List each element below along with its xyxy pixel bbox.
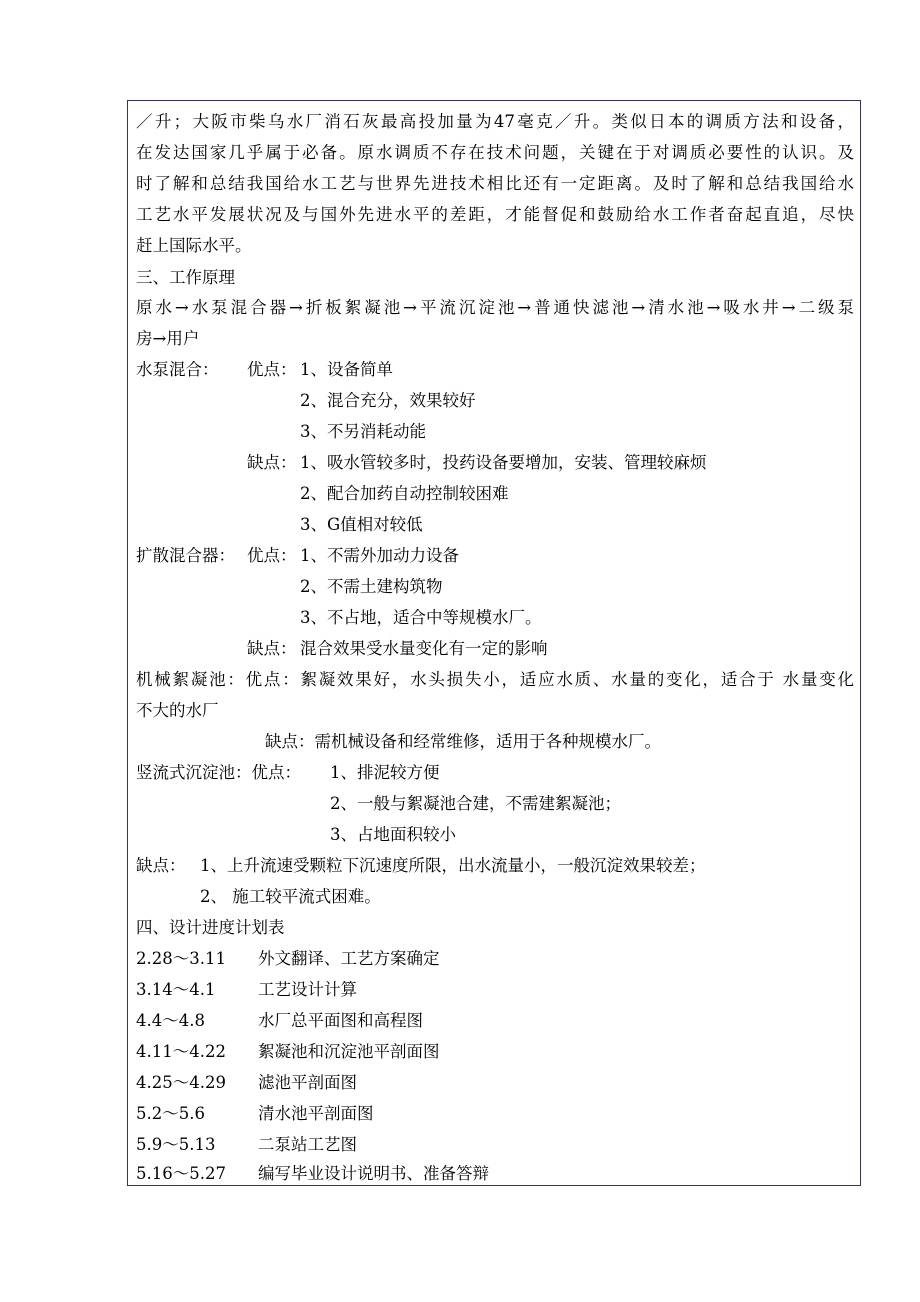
paragraph-line: 在发达国家几乎属于必备。原水调质不存在技术问题，关键在于对调质必要性的认识。及 — [136, 143, 854, 162]
schedule-date: 5.9～5.13 — [136, 1135, 216, 1154]
pros-label: 优点： — [247, 546, 297, 565]
pros-item: 3、不占地，适合中等规模水厂。 — [300, 608, 542, 627]
item-label: 扩散混合器： — [136, 546, 235, 565]
cons-item: 混合效果受水量变化有一定的影响 — [300, 639, 548, 658]
cons-item: 缺点：需机械设备和经常维修，适用于各种规模水厂。 — [265, 732, 661, 751]
pros-item: 2、不需土建构筑物 — [300, 577, 443, 596]
schedule-task: 编写毕业设计说明书、准备答辩 — [258, 1164, 489, 1183]
pros-item: 1、设备简单 — [300, 360, 393, 379]
cons-label: 缺点： — [247, 639, 297, 658]
schedule-date: 4.25～4.29 — [136, 1073, 226, 1092]
process-flow: 原水→水泵混合器→折板絮凝池→平流沉淀池→普通快滤池→清水池→吸水井→二级泵 — [136, 298, 854, 317]
schedule-date: 4.11～4.22 — [136, 1042, 226, 1061]
schedule-date: 4.4～4.8 — [136, 1011, 205, 1030]
cons-item: 3、G值相对较低 — [300, 515, 423, 534]
item-line: 不大的水厂 — [136, 701, 219, 720]
section-heading: 四、设计进度计划表 — [136, 918, 285, 937]
pros-label: 优点： — [247, 360, 297, 379]
pros-item: 1、排泥较方便 — [330, 763, 440, 782]
pros-item: 3、占地面积较小 — [330, 825, 456, 844]
schedule-task: 絮凝池和沉淀池平剖面图 — [258, 1042, 440, 1061]
schedule-task: 工艺设计计算 — [258, 980, 357, 999]
paragraph-line: 时了解和总结我国给水工艺与世界先进技术相比还有一定距离。及时了解和总结我国给水 — [136, 174, 854, 193]
schedule-date: 5.2～5.6 — [136, 1104, 205, 1123]
schedule-task: 水厂总平面图和高程图 — [258, 1011, 423, 1030]
item-label: 竖流式沉淀池：优点： — [136, 763, 301, 782]
schedule-task: 清水池平剖面图 — [258, 1104, 374, 1123]
schedule-task: 二泵站工艺图 — [258, 1135, 357, 1154]
paragraph-line: ／升；大阪市柴乌水厂消石灰最高投加量为47毫克／升。类似日本的调质方法和设备， — [136, 112, 854, 131]
schedule-task: 外文翻译、工艺方案确定 — [258, 949, 440, 968]
cons-item: 2、 施工较平流式困难。 — [200, 887, 381, 906]
paragraph-line: 工艺水平发展状况及与国外先进水平的差距，才能督促和鼓励给水工作者奋起直追，尽快 — [136, 205, 854, 224]
pros-item: 2、混合充分，效果较好 — [300, 391, 476, 410]
pros-item: 1、不需外加动力设备 — [300, 546, 459, 565]
paragraph-line: 赶上国际水平。 — [136, 236, 252, 255]
item-line: 机械絮凝池：优点：絮凝效果好，水头损失小，适应水质、水量的变化，适合于 水量变化 — [136, 670, 854, 689]
schedule-date: 3.14～4.1 — [136, 980, 216, 999]
schedule-task: 滤池平剖面图 — [258, 1073, 357, 1092]
cons-label: 缺点： — [247, 453, 297, 472]
cons-item: 1、吸水管较多时，投药设备要增加，安装、管理较麻烦 — [300, 453, 707, 472]
cons-item: 2、配合加药自动控制较困难 — [300, 484, 509, 503]
cons-label: 缺点： — [136, 856, 186, 875]
section-heading: 三、工作原理 — [136, 268, 235, 287]
cons-item: 1、上升流速受颗粒下沉速度所限，出水流量小，一般沉淀效果较差； — [200, 856, 706, 875]
schedule-date: 5.16～5.27 — [136, 1164, 226, 1183]
process-flow: 房→用户 — [136, 329, 200, 348]
pros-item: 2、一般与絮凝池合建，不需建絮凝池； — [330, 794, 621, 813]
pros-item: 3、不另消耗动能 — [300, 422, 426, 441]
item-label: 水泵混合： — [136, 360, 219, 379]
schedule-date: 2.28～3.11 — [136, 949, 226, 968]
